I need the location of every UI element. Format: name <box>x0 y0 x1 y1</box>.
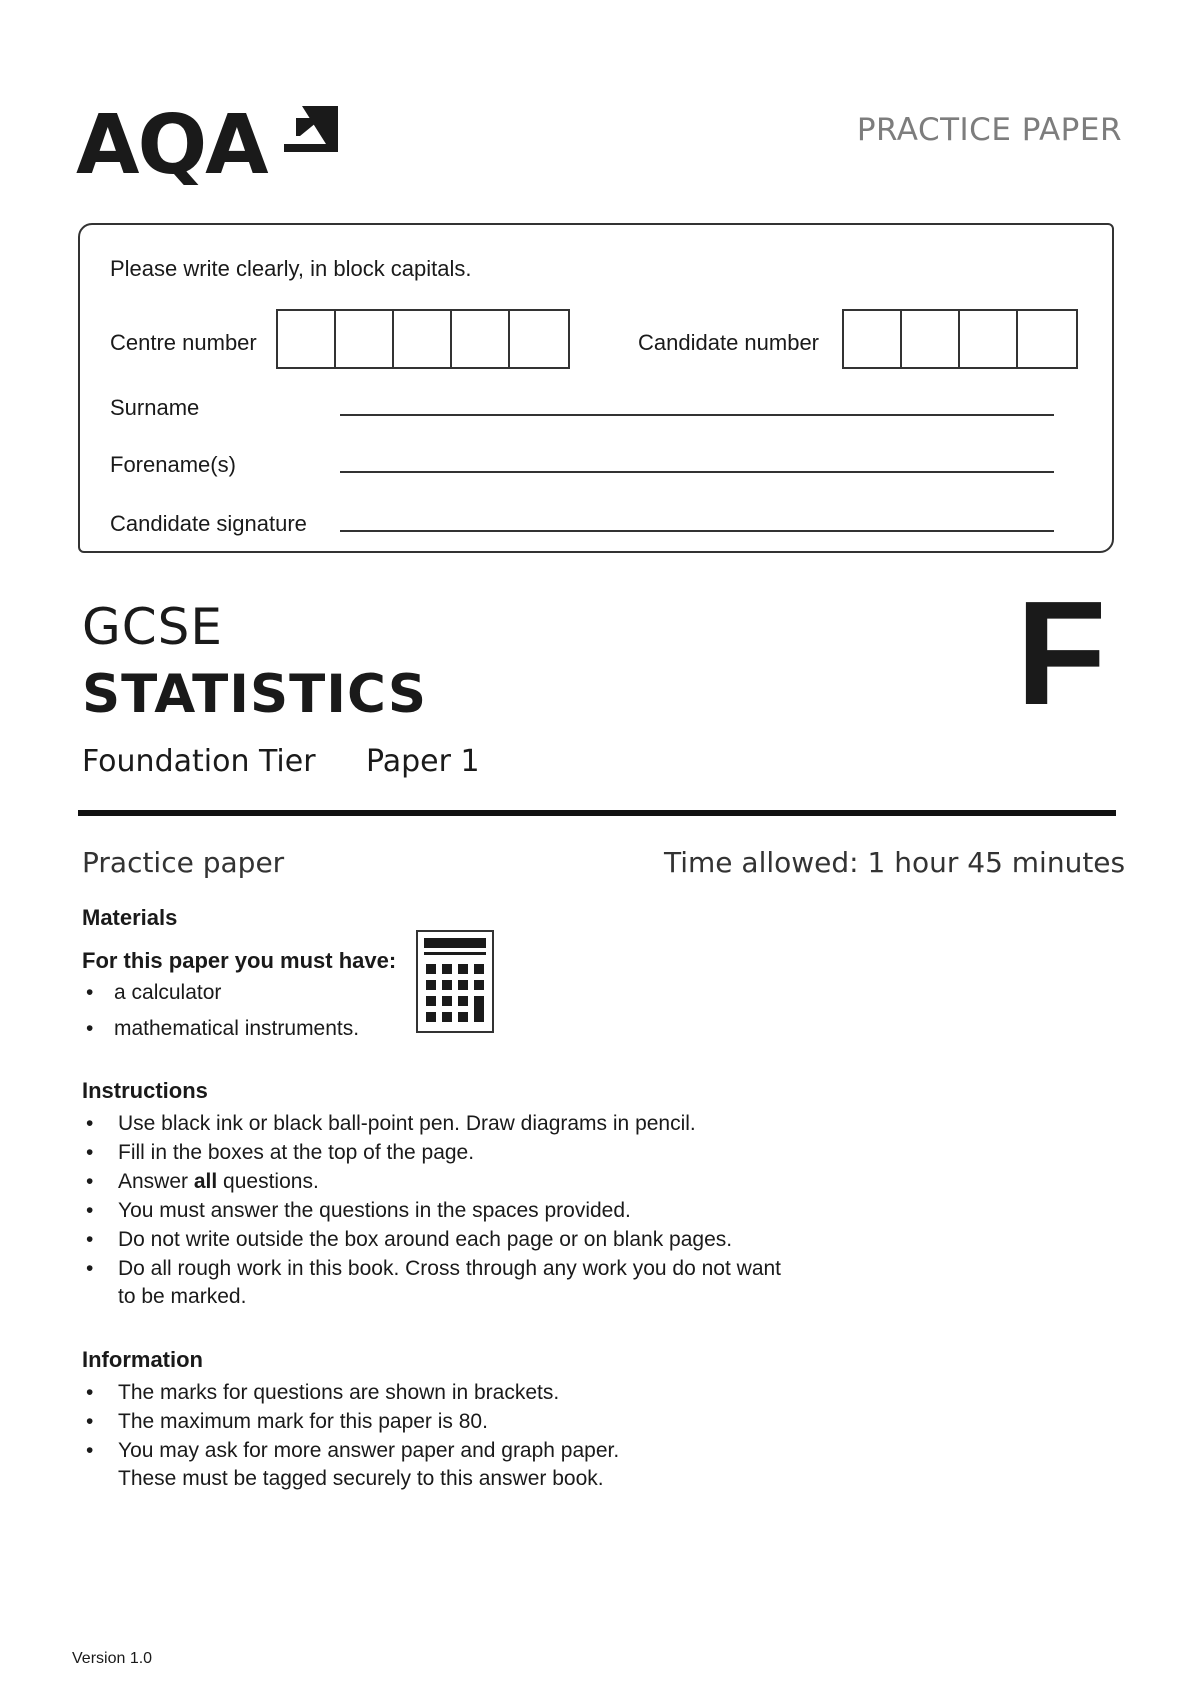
candidate-digit-box[interactable] <box>960 311 1018 367</box>
surname-line[interactable] <box>340 414 1054 416</box>
list-item: • Do not write outside the box around each page or on blank pages. <box>82 1226 842 1254</box>
centre-number-boxes[interactable] <box>276 309 570 369</box>
list-item: • You must answer the questions in the spaces provided. <box>82 1197 842 1225</box>
tier-letter: F <box>1016 571 1107 736</box>
time-allowed: Time allowed: 1 hour 45 minutes <box>664 846 1126 879</box>
forename-label: Forename(s) <box>110 452 236 477</box>
practice-paper-label: PRACTICE PAPER <box>856 112 1122 148</box>
materials-list <box>82 979 402 1044</box>
list-item: • a calculator <box>82 979 402 1007</box>
list-item: • mathematical instruments. <box>82 1015 402 1043</box>
candidate-digit-box[interactable] <box>844 311 902 367</box>
title-divider <box>78 810 1116 816</box>
answer-suffix: questions. <box>217 1170 319 1193</box>
answer-prefix: Answer <box>118 1170 194 1193</box>
signature-label: Candidate signature <box>110 511 307 536</box>
list-item: • Use black ink or black ball-point pen. Draw diagrams in pencil. <box>82 1110 842 1138</box>
list-item: • Do all rough work in this book. Cross through any work you do not want to be marked. <box>82 1255 798 1311</box>
candidate-digit-box[interactable] <box>902 311 960 367</box>
candidate-number-label: Candidate number <box>638 330 820 355</box>
centre-digit-box[interactable] <box>336 311 394 367</box>
version-label: Version 1.0 <box>72 1650 153 1667</box>
centre-number-label: Centre number <box>110 330 257 355</box>
forename-line[interactable] <box>340 471 1054 473</box>
signature-line[interactable] <box>340 530 1054 532</box>
subject-title: STATISTICS <box>82 664 428 725</box>
centre-digit-box[interactable] <box>510 311 568 367</box>
logo-text: AQA <box>76 98 267 193</box>
centre-digit-box[interactable] <box>278 311 336 367</box>
aqa-logo-mark-icon <box>282 104 340 162</box>
instructions-list <box>82 1110 842 1312</box>
tier-label: Foundation Tier <box>82 744 316 779</box>
candidate-digit-box[interactable] <box>1018 311 1076 367</box>
answer-bold: all <box>193 1170 218 1193</box>
surname-label: Surname <box>110 395 200 420</box>
calculator-icon <box>416 930 494 1033</box>
paper-number: Paper 1 <box>366 744 480 779</box>
candidate-number-boxes[interactable] <box>842 309 1078 369</box>
information-list <box>82 1379 682 1494</box>
list-item: • The marks for questions are shown in brackets. <box>82 1379 682 1407</box>
list-item: • The maximum mark for this paper is 80. <box>82 1408 682 1436</box>
information-heading: Information <box>82 1347 203 1372</box>
instructions-heading: Instructions <box>82 1078 208 1103</box>
list-item: • Fill in the boxes at the top of the page. <box>82 1139 842 1167</box>
materials-heading: Materials <box>82 905 178 930</box>
box-instruction: Please write clearly, in block capitals. <box>110 256 472 281</box>
materials-subheading: For this paper you must have: <box>82 948 397 973</box>
list-item: • You may ask for more answer paper and graph paper. These must be tagged securely to this answer book. <box>82 1437 638 1493</box>
centre-digit-box[interactable] <box>452 311 510 367</box>
practice-paper-text: Practice paper <box>82 846 285 879</box>
centre-digit-box[interactable] <box>394 311 452 367</box>
list-item <box>82 1168 842 1196</box>
qualification-title: GCSE <box>82 598 223 656</box>
